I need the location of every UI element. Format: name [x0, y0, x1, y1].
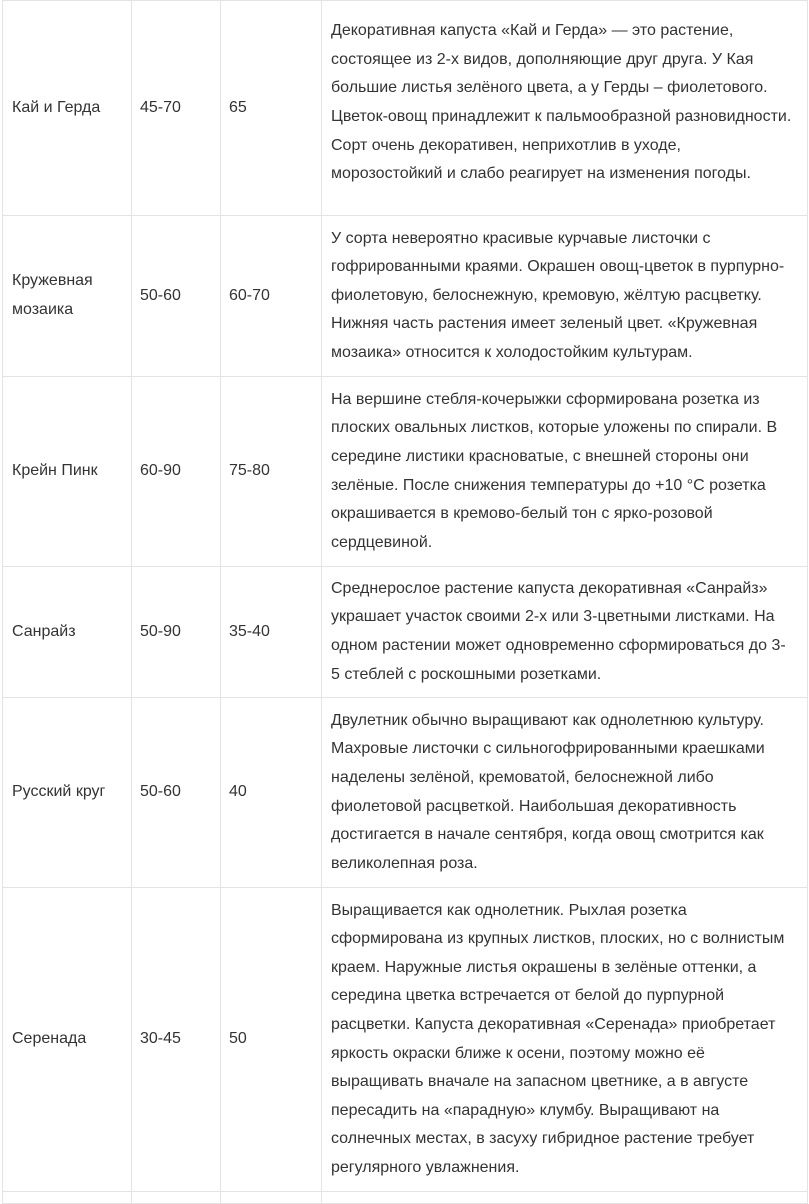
variety-diameter: 50 [221, 888, 322, 1192]
variety-diameter: 75-80 [221, 377, 322, 567]
variety-height: 45-70 [132, 1, 221, 216]
varieties-table-wrapper [2, 0, 808, 1204]
table-row [3, 377, 808, 567]
variety-diameter: 60-70 [221, 216, 322, 377]
variety-description: На вершине стебля-кочерыжки сформирована розетка из плоских овальных листков, которые уложены по спирали. В середине листики красноватые, с внешней стороны они зелёные. После снижения температуры до +10 °С розетка окрашивается в кремово-белый тон с ярко-розовой сердцевиной. [322, 377, 808, 567]
variety-diameter: 65 [221, 1, 322, 216]
variety-height: 50-60 [132, 216, 221, 377]
variety-description: У сорта невероятно красивые курчавые листочки с гофрированными краями. Окрашен овощ-цветок в пурпурно-фиолетовую, белоснежную, кремовую, жёлтую расцветку. Нижняя часть растения имеет зеленый цвет. «Кружевная мозаика» относится к холодостойким культурам. [322, 216, 808, 377]
table-row [3, 216, 808, 377]
table-row [3, 698, 808, 888]
variety-name: Русский круг [3, 698, 132, 888]
variety-diameter: 40 [221, 698, 322, 888]
cabbage-varieties-table [2, 0, 808, 1204]
table-row [3, 888, 808, 1192]
variety-name: Кай и Герда [3, 1, 132, 216]
variety-height: 50-60 [132, 698, 221, 888]
variety-diameter: 35-40 [221, 567, 322, 698]
variety-description: Среднерослое растение капуста декоративная «Санрайз» украшает участок своими 2-х или 3-цветными листками. На одном растении может одновременно сформироваться до 3-5 стеблей с роскошными розетками. [322, 567, 808, 698]
variety-height: 60-90 [132, 377, 221, 567]
variety-height: 30-45 [132, 888, 221, 1192]
variety-name: Кружевная мозаика [3, 216, 132, 377]
variety-name: Крейн Пинк [3, 377, 132, 567]
variety-description [322, 1192, 808, 1204]
variety-height: 50-90 [132, 567, 221, 698]
variety-name: Санрайз [3, 567, 132, 698]
variety-height [132, 1192, 221, 1204]
variety-description: Двулетник обычно выращивают как однолетнюю культуру. Махровые листочки с сильногофрированными краешками наделены зелёной, кремоватой, белоснежной либо фиолетовой расцветкой. Наибольшая декоративность достигается в начале сентября, когда овощ смотрится как великолепная роза. [322, 698, 808, 888]
table-row [3, 567, 808, 698]
variety-description: Декоративная капуста «Кай и Герда» — это растение, состоящее из 2-х видов, дополняющие друг друга. У Кая большие листья зелёного цвета, а у Герды – фиолетового. Цветок-овощ принадлежит к пальмообразной разновидности. Сорт очень декоративен, неприхотлив в уходе, морозостойкий и слабо реагирует на изменения погоды. [322, 1, 808, 216]
variety-name: Серенада [3, 888, 132, 1192]
variety-description: Выращивается как однолетник. Рыхлая розетка сформирована из крупных листков, плоских, но с волнистым краем. Наружные листья окрашены в зелёные оттенки, а середина цветка встречается от белой до пурпурной расцветки. Капуста декоративная «Серенада» приобретает яркость окраски ближе к осени, поэтому можно её выращивать вначале на запасном цветнике, а в августе пересадить на «парадную» клумбу. Выращивают на солнечных местах, в засуху гибридное растение требует регулярного увлажнения. [322, 888, 808, 1192]
table-row [3, 1, 808, 216]
table-row [3, 1192, 808, 1204]
variety-name [3, 1192, 132, 1204]
variety-diameter [221, 1192, 322, 1204]
